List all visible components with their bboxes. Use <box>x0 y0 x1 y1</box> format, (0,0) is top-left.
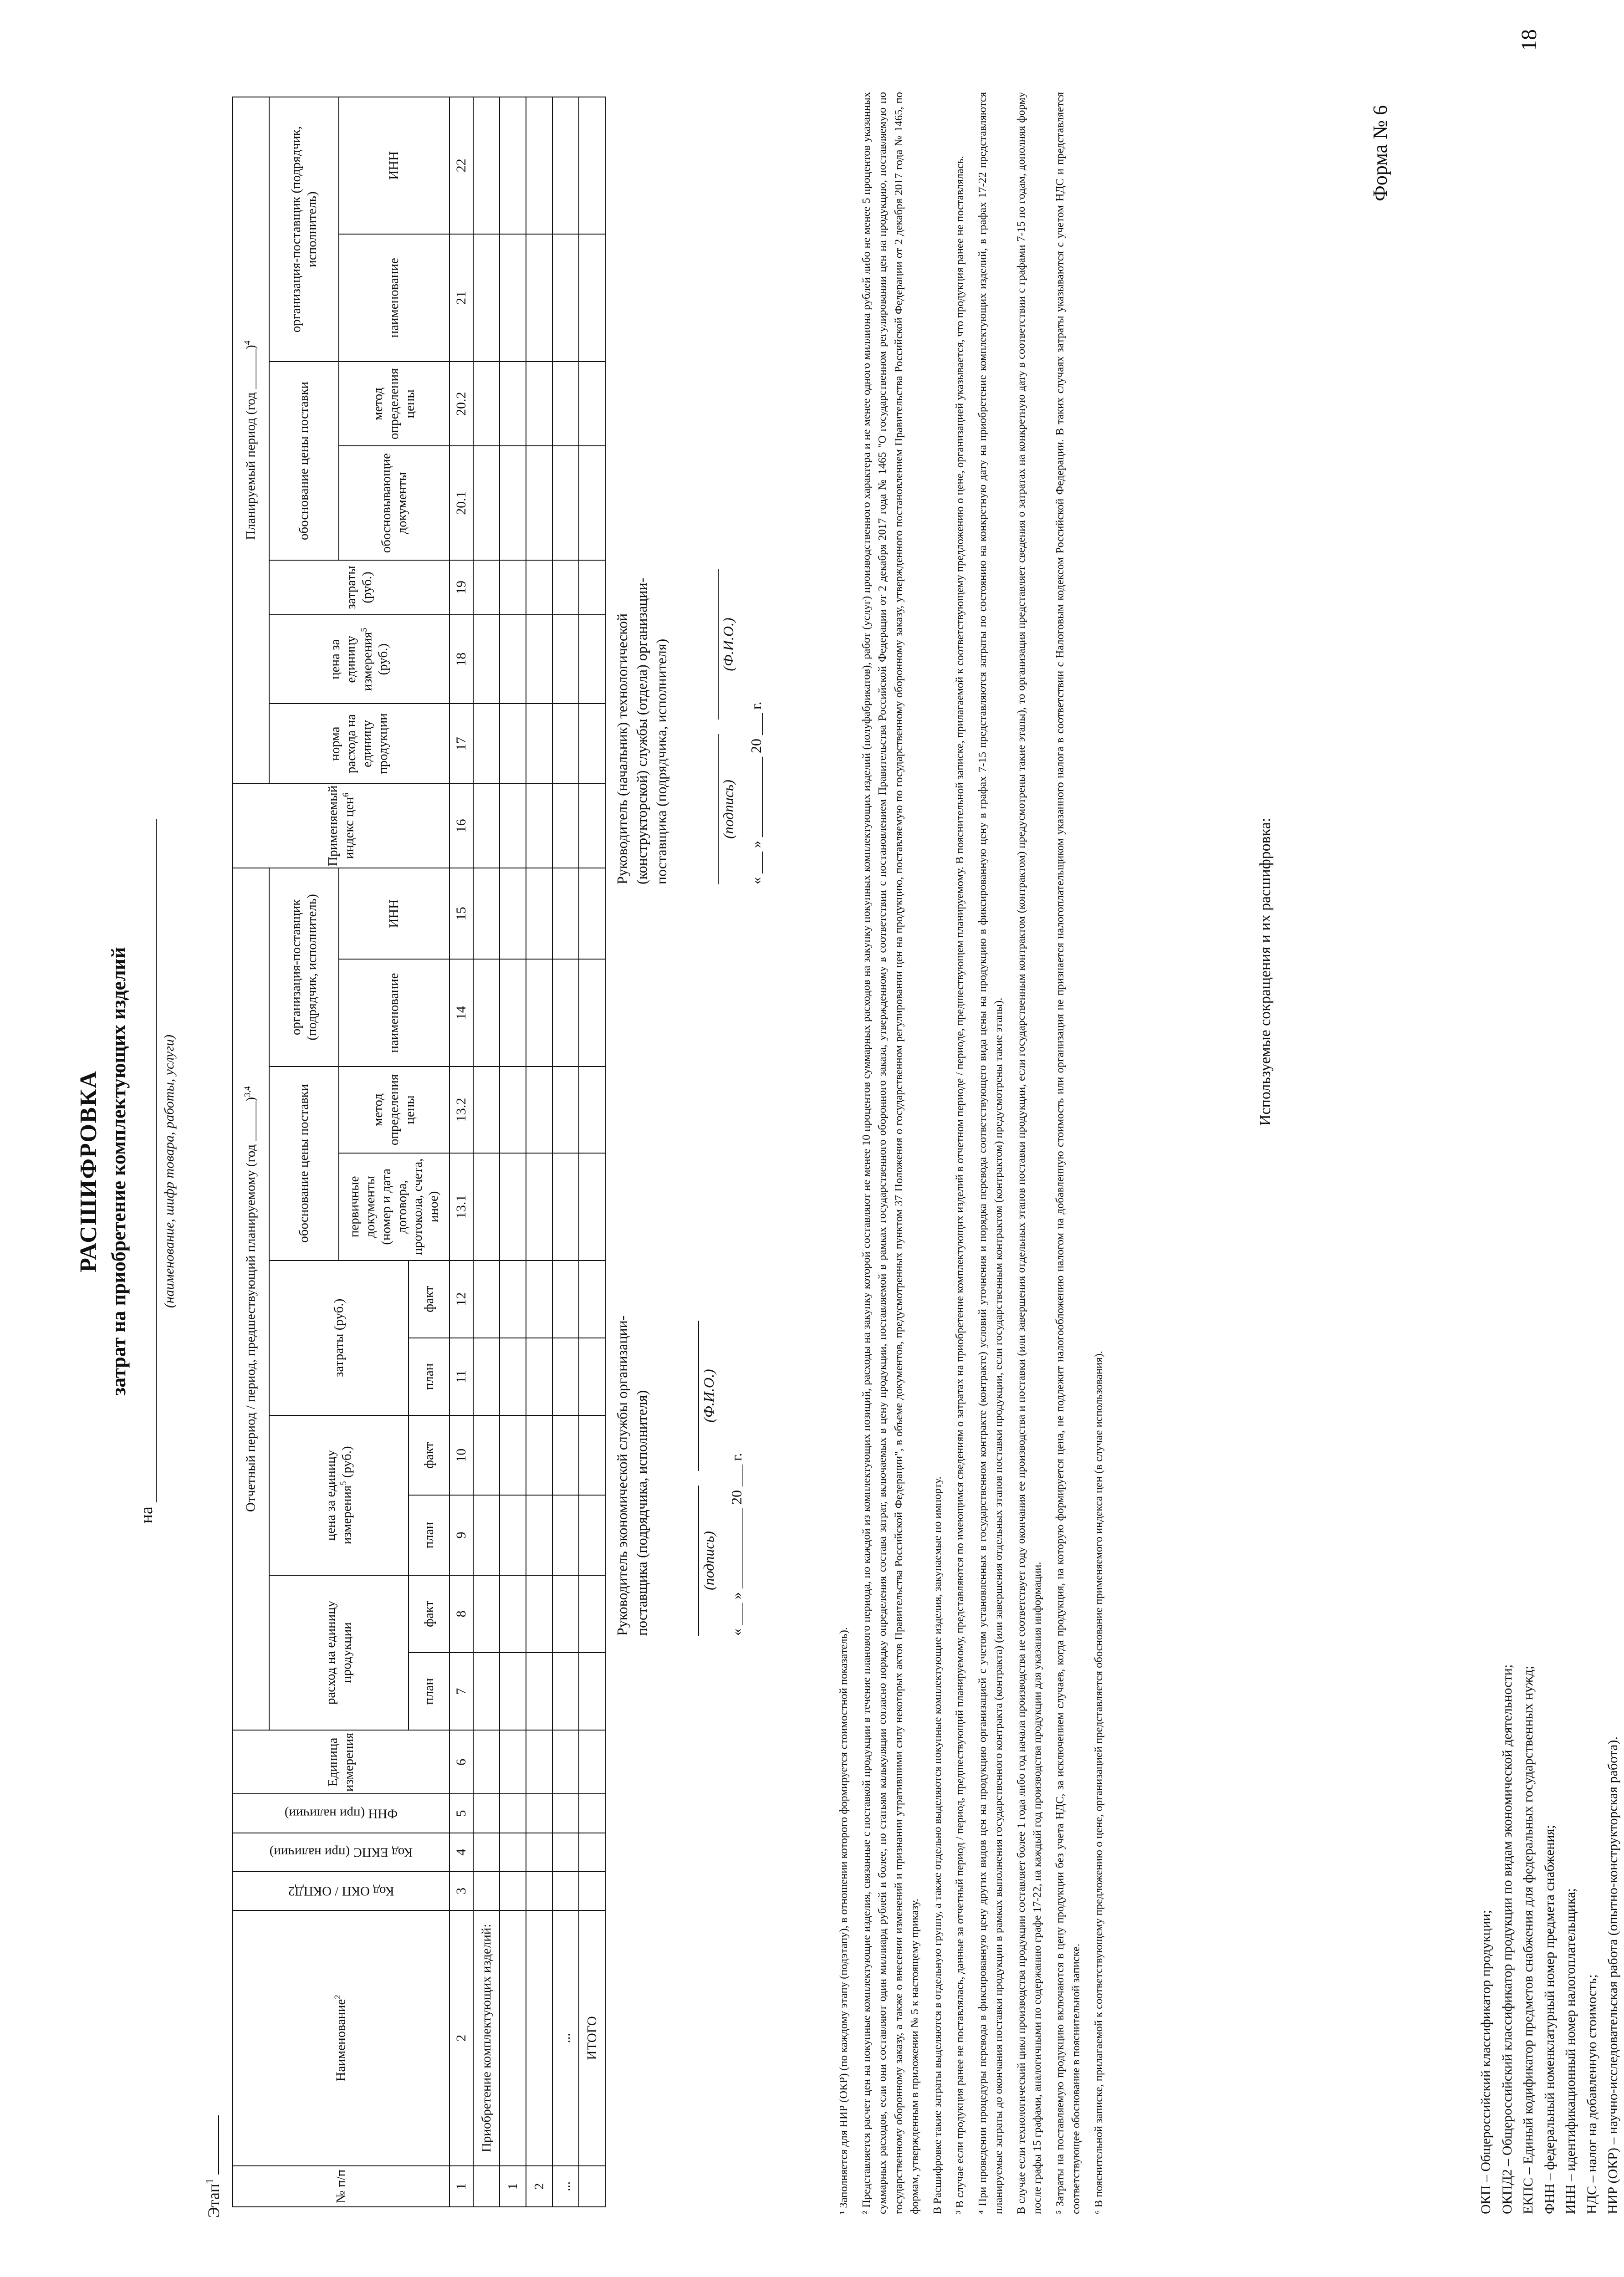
signature-title: Руководитель (начальник) технологической (конструкторской) службы (отдела) организации-поставщика (подрядчика, исполнителя) <box>614 577 670 884</box>
abbreviation-item: ЕКПС – Единый кодификатор предметов снабжения для федеральных государственных нужд; <box>1521 1665 1536 2214</box>
abbreviation-item: ФНН – федеральный номенклатурный номер предмета снабжения; <box>1542 1825 1557 2214</box>
abbreviation-item: ИНН – идентификационный номер налогоплательщика; <box>1563 1888 1578 2214</box>
subject-line <box>137 648 157 1695</box>
header-costs: затраты (руб.) <box>269 1261 409 1416</box>
header-plan: план <box>409 1653 449 1730</box>
header-plan: план <box>409 1495 449 1575</box>
date-line: « ___ » ___________ 20 ___ г. <box>747 701 764 884</box>
row-name <box>526 1910 552 2166</box>
abbreviation-item: НДС – налог на добавленную стоимость; <box>1584 1974 1599 2214</box>
subject-blank <box>142 819 157 1502</box>
row-num <box>473 2166 500 2207</box>
row-name: ... <box>552 1910 579 2166</box>
document-subtitle: затрат на приобретение комплектующих изделий <box>107 947 130 1396</box>
row-name <box>500 1910 526 2166</box>
header-fnn: ФНН (при наличии) <box>233 1794 449 1833</box>
stage-label: Этап <box>204 2184 223 2218</box>
header-supplier-name: наименование <box>339 959 449 1066</box>
signature-economic <box>613 1308 746 1636</box>
header-supplier-inn: ИНН <box>339 868 449 959</box>
header-num: № п/п <box>233 2166 449 2207</box>
column-number: 16 <box>449 784 473 868</box>
header-primary-docs: первичные документы (номер и дата договора, протокола, счета, иное) <box>339 1153 449 1260</box>
footnotes <box>836 92 1113 2214</box>
table-row <box>500 97 526 2207</box>
header-norm: норма расхода на единицу продукции <box>269 704 449 783</box>
table-row <box>473 97 500 2207</box>
column-number: 10 <box>449 1415 473 1495</box>
abbreviation-item: НИР (ОКР) – научно-исследовательская работа (опытно-конструкторская работа). <box>1605 1736 1620 2214</box>
column-number: 6 <box>449 1730 473 1794</box>
abbreviation-item: ОКПД2 – Общероссийский классификатор продукции по видам экономической деятельности; <box>1499 1664 1515 2214</box>
header-supplier-inn-plan: ИНН <box>339 97 449 234</box>
abbreviation-item: ОКП – Общероссийский классификатор продукции; <box>1478 1909 1493 2214</box>
table-row-total <box>579 97 605 2207</box>
header-justification: обоснование цены поставки <box>269 1067 339 1261</box>
column-number: 2 <box>449 1910 473 2166</box>
stage-blank <box>205 2115 219 2175</box>
header-costs-plan: затраты (руб.) <box>269 560 449 615</box>
stage-field: Этап$^1$ <box>204 2115 223 2218</box>
sign-caption: (подпись) <box>720 780 736 839</box>
row-name: ИТОГО <box>579 1910 605 2166</box>
footnote: ³ В случае если продукция ранее не поставлялась, данные за отчетный период / период, предшествующий планируемому, представляются по имеющимся сведениям о затратах на приобретение комплектующих изделий в отчетном периоде / периоде, предшествующем планируемому. В пояснительной записке, прилагаемой к соответствующему предложению о цене, организацией указывается, что продукция ранее не поставлялась. <box>954 156 966 2214</box>
header-method-plan: метод определения цены <box>339 362 449 446</box>
table-row <box>552 97 579 2207</box>
fio-caption: (Ф.И.О.) <box>700 1369 717 1423</box>
column-number: 14 <box>449 959 473 1066</box>
column-number: 1 <box>449 2166 473 2207</box>
column-number: 20.1 <box>449 446 473 560</box>
subject-caption: (наименование, шифр товара, работы, услуги) <box>162 1034 177 1308</box>
date-line: « ___ » ___________ 20 ___ г. <box>728 1453 745 1636</box>
row-num: 1 <box>500 2166 526 2207</box>
header-supplier: организация-поставщик (подрядчик, исполнитель) <box>269 868 339 1067</box>
header-justification-plan: обоснование цены поставки <box>269 362 339 560</box>
column-number: 19 <box>449 560 473 615</box>
header-supplier-name-plan: наименование <box>339 234 449 362</box>
footnote: ¹ Заполняется для НИР (ОКР) (по каждому этапу (подэтапу), в отношении которого формируется стоимостной показатель). <box>838 1627 850 2214</box>
page-number: 18 <box>1517 29 1541 51</box>
column-number: 7 <box>449 1653 473 1730</box>
column-number: 12 <box>449 1261 473 1338</box>
form-number: Форма № 6 <box>1369 105 1391 201</box>
row-num: 2 <box>526 2166 552 2207</box>
header-price-index: Применяемый индекс цен$^6$ <box>233 784 449 868</box>
row-num: ... <box>552 2166 579 2207</box>
signature-title: Руководитель экономической службы организации-поставщика (подрядчика, исполнителя) <box>614 1315 650 1636</box>
column-number: 18 <box>449 615 473 704</box>
header-fact: факт <box>409 1261 449 1338</box>
footnote: ⁴ При проведении процедуры перевода в фиксированную цену других видов цен на продукцию организацией с учетом установленных в государственном контракте (контракте) условий уточнения и порядка перевода соответствующего вида цены на продукцию в фиксированную цену в графах 7-15 представляются затраты по состоянию на конкретную дату на приобретение комплектующих изделий, в графах 17-22 представляются планируемые затраты до окончания поставки продукции в рамках выполнения государственного контракта (контракта) (или завершения отдельных этапов поставки продукции, если государственным контрактом (контрактом) предусмотрены такие этапы). <box>976 92 1005 2214</box>
fio-caption: (Ф.И.О.) <box>720 618 736 671</box>
column-number: 5 <box>449 1794 473 1833</box>
column-numbers-row <box>449 97 473 2207</box>
footnote: ⁵ Затраты на поставляемую продукцию включаются в цену продукции без учета НДС, за исключением случаев, когда продукция, на которую формируется цена, не подлежит налогообложению налогом на добавленную стоимость или организация не признается налогоплательщиком указанного налога в соответствии с Налоговым кодексом Российской Федерации. В таких случаях затраты указываются с учетом НДС и представляется соответствующее обоснование в пояснительной записке. <box>1053 92 1083 2214</box>
column-number: 9 <box>449 1495 473 1575</box>
abbreviations-list <box>1476 1664 1624 2214</box>
footnote: ⁶ В пояснительной записке, прилагаемой к соответствующему предложению о цене, организацией представляется обоснование применяемого индекса цен (в случае использования). <box>1092 1351 1105 2214</box>
row-name: Приобретение комплектующих изделий: <box>473 1910 500 2166</box>
header-consumption: расход на единицу продукции <box>269 1575 409 1731</box>
footnote: ² Представляется расчет цен на покупные комплектующие изделия, связанные с поставкой продукции в течение планового периода, по каждой из комплектующих позиций, расходы на закупку которой составляют не менее 10 процентов суммарных расходов на закупку покупных комплектующих изделий (полуфабрикатов), работ (услуг) производственного характера и не менее одного миллиона рублей либо не менее 5 процентов указанных суммарных расходов, если они составляют один миллиард рублей и более, по статьям калькуляции согласно порядку определения состава затрат, включаемых в цену продукции, поставляемой в рамках государственного оборонного заказа, утвержденному в соответствии с постановлением Правительства Российской Федерации от 2 декабря 2017 года № 1465 "О государственном регулировании цен на продукцию, поставляемую по государственному оборонному заказу, а также о внесении изменений и признании утратившими силу некоторых актов Правительства Российской Федерации", в объеме документов, предусмотренных пунктом 37 Положения о государственном регулировании цен на продукцию, поставляемую по государственному оборонному заказу, утвержденного постановлением Правительства Российской Федерации от 2 декабря 2017 года № 1465, по формам, утвержденным в приложении № 5 к настоящему приказу. <box>860 92 921 2214</box>
column-number: 15 <box>449 868 473 959</box>
column-number: 13.1 <box>449 1153 473 1260</box>
footnote: В случае если технологический цикл производства продукции составляет более 1 года либо год начала производства не соответствует году окончания ее производства и поставки (или завершения отдельных этапов поставки продукции, если государственным контрактом (контрактом) предусмотрены такие этапы), то организация представляет сведения о затратах на конкретную дату в соответствии с графами 7-15 по годам, дополняя форму после графы 15 графами, аналогичными по содержанию графе 17-22, на каждый год производства продукции для указания информации. <box>1015 92 1044 2214</box>
header-method: метод определения цены <box>339 1067 449 1153</box>
row-num <box>579 2166 605 2207</box>
column-number: 11 <box>449 1338 473 1415</box>
column-number: 8 <box>449 1575 473 1653</box>
document-title: РАСШИФРОВКА <box>76 1070 102 1272</box>
column-number: 17 <box>449 704 473 783</box>
table-row <box>526 97 552 2207</box>
header-name: Наименование$^2$ <box>233 1910 449 2166</box>
header-okp: Код ОКП / ОКПД2 <box>233 1872 449 1910</box>
column-number: 13.2 <box>449 1067 473 1153</box>
header-price-unit: цена за единицу измерения$^5$ (руб.) <box>269 1415 409 1575</box>
header-ekps: Код ЕКПС (при наличии) <box>233 1833 449 1872</box>
abbreviations-title: Используемые сокращения и их расшифровка: <box>1257 817 1274 1126</box>
column-number: 20.2 <box>449 362 473 446</box>
header-fact: факт <box>409 1575 449 1653</box>
sign-caption: (подпись) <box>700 1531 717 1590</box>
costs-table <box>232 97 606 2207</box>
column-number: 3 <box>449 1872 473 1910</box>
column-number: 22 <box>449 97 473 234</box>
header-supplier-plan: организация-поставщик (подрядчик, исполнитель) <box>269 97 339 362</box>
header-justifying-docs: обосновывающие документы <box>339 446 449 560</box>
header-price-unit-plan: цена за единицу измерения$^5$ (руб.) <box>269 615 449 704</box>
header-reporting-period: Отчетный период / период, предшествующий планируемому (год ______)$^{3,4}$ <box>233 868 269 1730</box>
column-number: 21 <box>449 234 473 362</box>
signature-technical <box>613 506 766 884</box>
footnote: В Расшифровке такие затраты выделяются в отдельную группу, а также отдельно выделяются покупные комплектующие изделия, закупаемые по импорту. <box>931 1476 944 2214</box>
column-number: 4 <box>449 1833 473 1872</box>
header-plan: план <box>409 1338 449 1415</box>
header-planned-period: Планируемый период (год ______)$^4$ <box>233 97 269 784</box>
subject-prefix: на <box>137 1506 156 1524</box>
header-fact: факт <box>409 1415 449 1495</box>
header-unit: Единица измерения <box>233 1730 449 1794</box>
